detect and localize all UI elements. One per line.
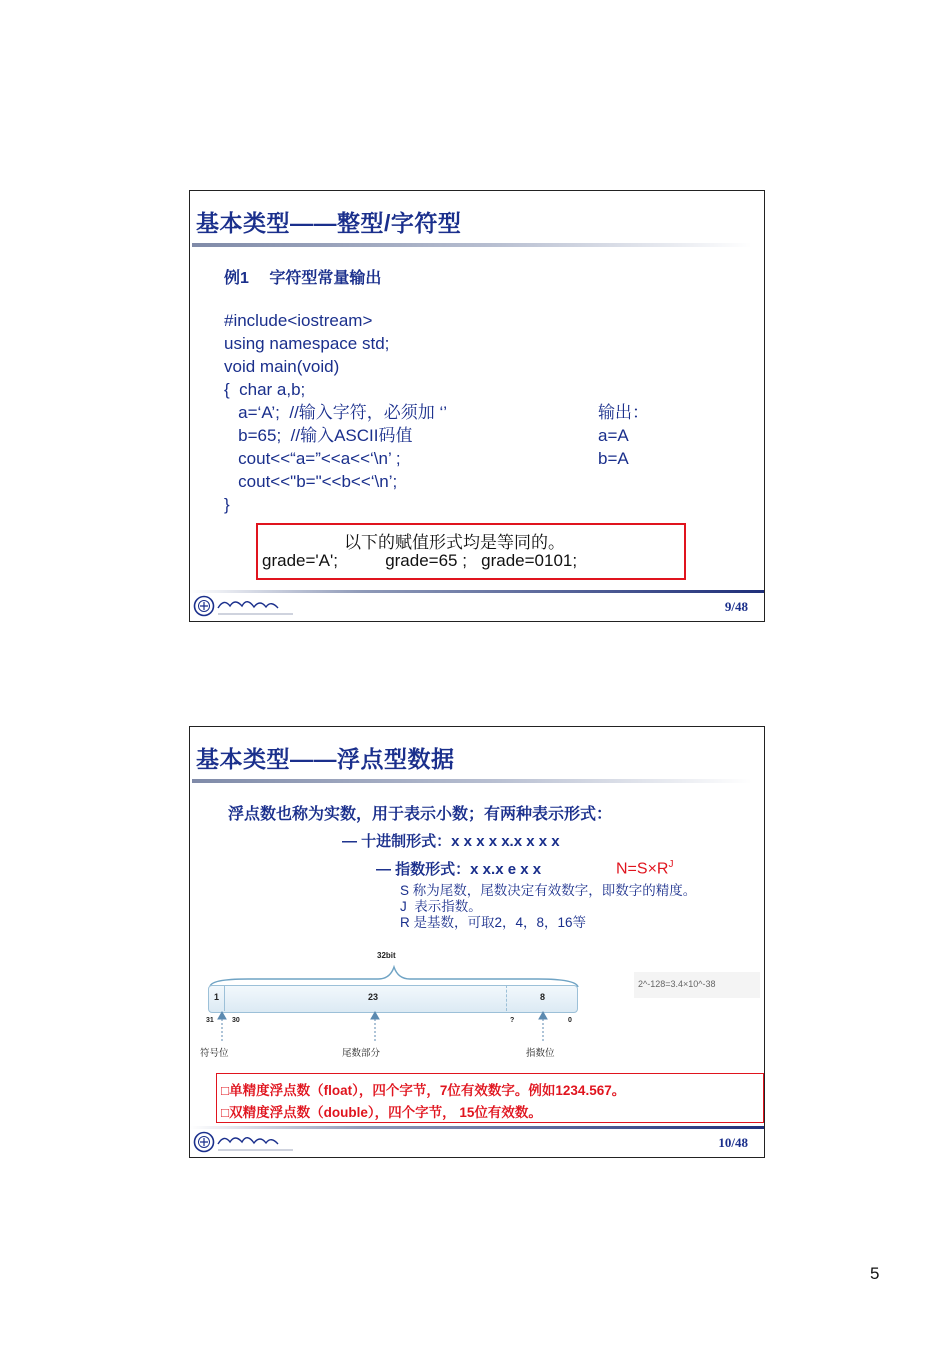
footer-divider	[190, 590, 764, 593]
output-label: 输出：	[598, 403, 649, 422]
code-line-4: { char a,b;	[224, 380, 306, 399]
range-note-box	[634, 972, 760, 998]
intro-text: 浮点数也称为实数，用于表示小数；有两种表示形式：	[228, 806, 613, 823]
float-note: □单精度浮点数（float），四个字节，7位有效数字。例如1234.567。	[221, 1083, 626, 1098]
slide-title: 基本类型——浮点型数据	[196, 746, 455, 772]
slide-10	[189, 726, 765, 1158]
label-sign: 符号位	[200, 1048, 229, 1059]
bit-field-bar	[208, 985, 578, 1013]
bit-30: 30	[232, 1017, 240, 1024]
sheet-page-number: 5	[870, 1264, 880, 1283]
title-underline	[192, 779, 752, 783]
label-exponent: 指数位	[526, 1048, 555, 1059]
code-line-2: using namespace std;	[224, 334, 390, 353]
bit-31: 31	[206, 1017, 214, 1024]
title-underline	[192, 243, 752, 247]
page-number: 10/48	[718, 1135, 748, 1150]
bit-0: 0	[568, 1017, 572, 1024]
field-sign: 1	[214, 992, 220, 1002]
double-note: □双精度浮点数（double），四个字节， 15位有效数。	[221, 1105, 542, 1120]
note-base: R 是基数，可取2，4，8，16等	[400, 915, 587, 930]
page-number: 9/48	[724, 599, 748, 614]
footer-divider	[190, 1126, 764, 1129]
bit-q: ?	[510, 1017, 515, 1024]
code-line-7: cout<<“a=”<<a<<‘\n’ ;	[224, 449, 401, 468]
code-line-1: #include<iostream>	[224, 311, 373, 330]
pointer-arrows-icon	[216, 1011, 576, 1045]
code-line-8: cout<<"b="<<b<<‘\n’;	[224, 472, 398, 491]
code-line-5: a=‘A’; //输入字符，必须加 ‘’	[224, 403, 448, 422]
equivalence-examples: grade='A'; grade=65 ; grade=0101;	[262, 551, 578, 570]
exponent-divider	[506, 985, 507, 1011]
formula: $N=S\times R^J$	[616, 859, 674, 878]
sjtu-logo-icon	[193, 1130, 313, 1154]
slide-title: 基本类型——整型/字符型	[196, 210, 462, 236]
field-exponent: 8	[540, 992, 546, 1002]
note-exponent: J 表示指数。	[400, 899, 482, 914]
range-note: 2^-128=3.4×10^-38	[638, 979, 716, 989]
code-line-3: void main(void)	[224, 357, 340, 376]
sign-divider	[224, 985, 225, 1011]
sjtu-logo-icon	[193, 594, 313, 618]
code-line-6: b=65; //输入ASCII码值	[224, 426, 413, 445]
note-mantissa: S 称为尾数，尾数决定有效数字，即数字的精度。	[400, 883, 697, 898]
precision-box	[216, 1073, 764, 1123]
total-bits-label: 32bit	[377, 951, 396, 960]
equivalence-note: 以下的赋值形式均是等同的。	[344, 533, 565, 552]
decimal-form: — 十进制形式：x x x x x.x x x x	[342, 833, 560, 850]
output-a: a=A	[598, 426, 629, 445]
output-b: b=A	[598, 449, 629, 468]
field-mantissa: 23	[368, 992, 379, 1002]
code-line-9: }	[224, 495, 230, 514]
equivalence-box	[256, 523, 686, 580]
example-heading: 例1 字符型常量输出	[224, 270, 382, 287]
exponent-form: — 指数形式：x x.x e x x	[376, 861, 542, 878]
slide-9	[189, 190, 765, 622]
label-mantissa: 尾数部分	[342, 1048, 381, 1059]
